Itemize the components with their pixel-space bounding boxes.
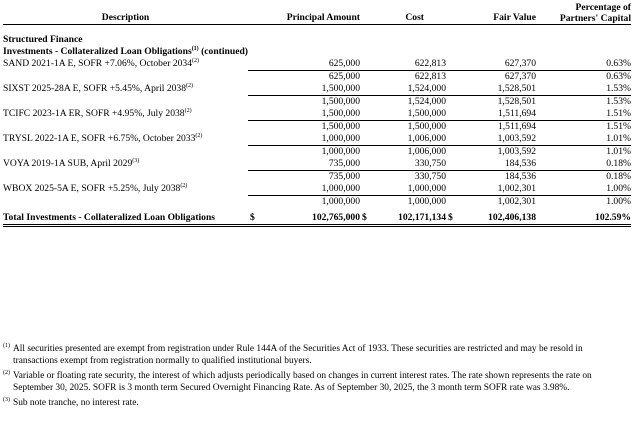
investment-row [3,83,631,96]
header-fair-value: Fair Value [454,2,536,25]
header-percentage-of-partners-capital [536,2,631,25]
percentage-of-capital: 1.00% [606,183,631,194]
principal-amount: 735,000 [328,158,360,169]
footnote-ref: (2) [180,183,188,190]
footnote-text: All securities presented are exempt from registration under Rule 144A of the Securities Act of 1933. These securities are restricted and may be resold in transactions exempt from registration normally to qualified institutional buyers. [13,344,583,366]
subtotal-fair-value: 1,511,694 [454,121,536,134]
footnote-mark: (2) [3,370,10,376]
subtotal-cost: 330,750 [368,171,446,184]
subtotal-row [3,196,631,209]
footnote [3,370,629,394]
percentage-of-capital: 1.01% [606,133,631,144]
total-principal: 102,765,000 [256,212,360,226]
footnote-ref: (2) [186,83,194,90]
subtotal-pct: 0.18% [536,171,631,184]
subtotal-row [3,171,631,184]
total-fair-value: 102,406,138 [454,212,536,226]
principal-amount: 1,500,000 [321,108,360,119]
fair-value: 184,536 [504,158,536,169]
subtotal-principal: 1,500,000 [256,96,360,109]
total-pct: 102.59% [536,212,631,226]
total-row [3,212,631,226]
subtotal-fair-value: 1,002,301 [454,196,536,209]
subtotal-row [3,71,631,84]
investment-name: TRYSL 2022-1A E, SOFR +6.75%, October 2033$^{(2)}$ [3,133,203,145]
footnote-ref: (3) [132,158,140,165]
subtotal-pct: 0.63% [536,71,631,84]
cost: 1,524,000 [407,83,446,94]
footnotes [3,343,629,412]
investment-row [3,158,631,171]
footnote-ref: (2) [184,108,192,115]
subtotal-pct: 1.51% [536,121,631,134]
header-pct-line2: Partners' Capital [559,13,631,24]
subtotal-pct: 1.53% [536,96,631,109]
principal-amount: 1,000,000 [321,133,360,144]
principal-amount: 625,000 [328,58,360,69]
fair-value: 627,370 [504,58,536,69]
footnote [3,397,629,409]
cost: 1,006,000 [407,133,446,144]
subtotal-fair-value: 627,370 [454,71,536,84]
header-cost: Cost [368,2,446,25]
fair-value: 1,528,501 [497,83,536,94]
section-title-row [3,25,631,47]
percentage-of-capital: 1.51% [606,108,631,119]
footnote-text: Variable or floating rate security, the interest of which adjusts periodically based on changes in current interest rates. The rate shown represents the rate on September 30, 2025. SOFR is 3 month term Secured Overnight Financing Rate. As of September 30, 2025, the 3 month term SOFR rate was 3.98%. [13,371,592,393]
investment-row [3,133,631,146]
subtotal-row [3,121,631,134]
table-header-row [3,2,631,25]
subtotal-cost: 1,006,000 [368,146,446,159]
percentage-of-capital: 0.18% [606,158,631,169]
subtotal-cost: 622,813 [368,71,446,84]
principal-amount: 1,500,000 [321,83,360,94]
subtotal-principal: 625,000 [256,71,360,84]
investments-table [3,2,631,227]
footnote-ref: (2) [195,133,203,140]
total-fair-value-currency: $ [446,212,454,226]
subtotal-fair-value: 184,536 [454,171,536,184]
cost: 1,500,000 [407,108,446,119]
footnote-ref: (2) [192,58,200,65]
investment-name: SIXST 2025-28A E, SOFR +5.45%, April 2038$^{(2)}$ [3,83,194,95]
footnote [3,343,629,367]
subtotal-fair-value: 1,003,592 [454,146,536,159]
section-subtitle-row [3,46,631,58]
cost: 622,813 [414,58,446,69]
header-pct-line1: Percentage of [575,2,631,13]
investment-name: WBOX 2025-5A E, SOFR +5.25%, July 2038$^{(2)}$ [3,183,188,195]
footnote-mark: (1) [3,343,10,349]
principal-amount: 1,000,000 [321,183,360,194]
subtotal-cost: 1,524,000 [368,96,446,109]
investment-name: TCIFC 2023-1A ER, SOFR +4.95%, July 2038$^{(2)}$ [3,108,192,120]
subtotal-principal: 1,000,000 [256,196,360,209]
percentage-of-capital: 1.53% [606,83,631,94]
subtotal-pct: 1.00% [536,196,631,209]
subtotal-fair-value: 1,528,501 [454,96,536,109]
investment-row [3,58,631,71]
subtotal-principal: 735,000 [256,171,360,184]
investment-row [3,183,631,196]
investment-name: VOYA 2019-1A SUB, April 2029$^{(3)}$ [3,158,140,170]
subtotal-row [3,96,631,109]
subtotal-cost: 1,000,000 [368,196,446,209]
section-title: Structured Finance [3,34,83,45]
header-principal-amount: Principal Amount [256,2,360,25]
footnote-ref: (1) [191,46,199,52]
footnote-text: Sub note tranche, no interest rate. [13,398,139,408]
investment-name: SAND 2021-1A E, SOFR +7.06%, October 2034$^{(2)}$ [3,58,200,70]
total-cost-currency: $ [360,212,368,226]
header-description: Description [3,2,248,25]
investment-row [3,108,631,121]
total-label: Total Investments - Collateralized Loan Obligations [3,212,248,226]
subtotal-principal: 1,500,000 [256,121,360,134]
cost: 1,000,000 [407,183,446,194]
total-principal-currency: $ [248,212,256,226]
subtotal-principal: 1,000,000 [256,146,360,159]
fair-value: 1,002,301 [497,183,536,194]
percentage-of-capital: 0.63% [606,58,631,69]
cost: 330,750 [414,158,446,169]
subtotal-pct: 1.01% [536,146,631,159]
subtotal-row [3,146,631,159]
section-subtitle: Investments - Collateralized Loan Obligations$^{(1)}$ (continued) [3,46,248,57]
total-cost: 102,171,134 [368,212,446,226]
fair-value: 1,003,592 [497,133,536,144]
footnote-mark: (3) [3,397,10,403]
subtotal-cost: 1,500,000 [368,121,446,134]
fair-value: 1,511,694 [497,108,536,119]
